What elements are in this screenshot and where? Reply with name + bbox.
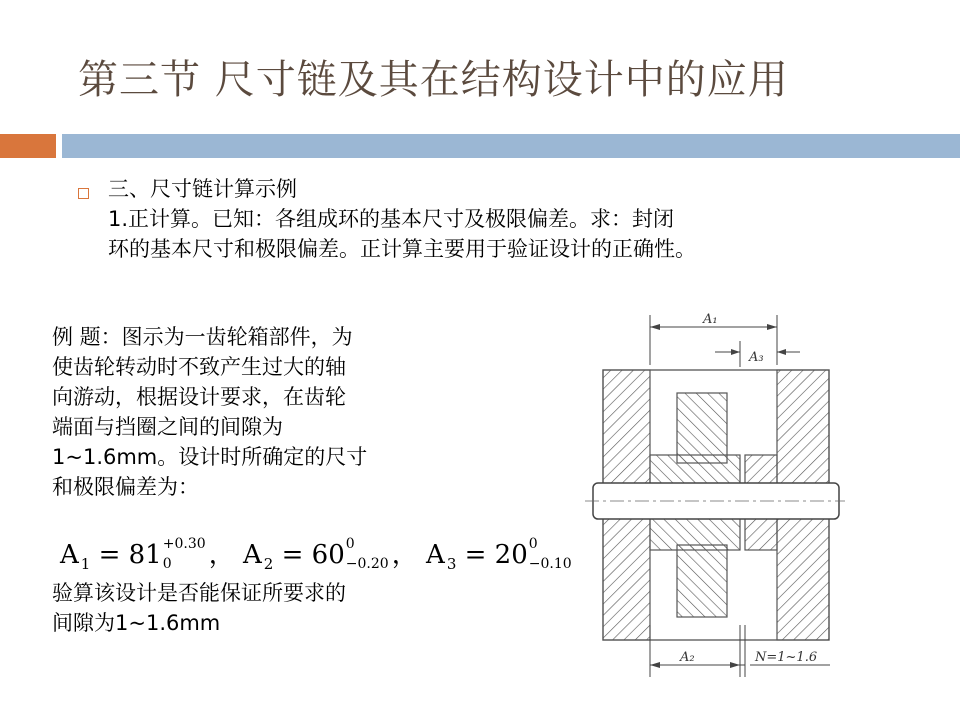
a1-subscript: 1 [80, 555, 91, 573]
gearbox-drawing [585, 305, 845, 690]
a2-lower-deviation: −0.20 [345, 556, 389, 572]
a1-separator: ， [208, 540, 235, 570]
a3-subscript: 3 [446, 555, 457, 573]
bullet-text [108, 174, 938, 264]
a2-upper-deviation: 0 [345, 536, 355, 552]
example-line: 1~1.6mm。设计时所确定的尺寸 [52, 445, 368, 469]
example-line: 端面与挡圈之间的间隙为 [52, 415, 283, 439]
a1-value: = 81 [90, 540, 162, 570]
a1-tolerance [163, 538, 209, 574]
a3-symbol: A [426, 540, 445, 570]
a2-tolerance [346, 538, 392, 574]
dimension-a3 [715, 341, 800, 367]
title-accent-bar-blue [62, 134, 960, 158]
a1-lower-deviation: 0 [162, 556, 172, 572]
tolerance-formula [60, 534, 575, 574]
bullet-square-icon [78, 188, 89, 199]
a2-subscript: 2 [263, 555, 274, 573]
a2-value: = 60 [273, 540, 345, 570]
example-text [52, 322, 492, 502]
a2-symbol: A [243, 540, 262, 570]
a2-separator: ， [391, 540, 418, 570]
bullet-line-2: 1.正计算。已知：各组成环的基本尺寸及极限偏差。求：封闭 [108, 207, 675, 231]
label-gap-n: N=1~1.6 [755, 650, 818, 665]
after-formula-text [52, 578, 492, 638]
slide-title: 第三节 尺寸链及其在结构设计中的应用 [78, 57, 789, 103]
example-line: 使齿轮转动时不致产生过大的轴 [52, 355, 346, 379]
example-line: 例 题：图示为一齿轮箱部件，为 [52, 325, 353, 349]
example-line: 和极限偏差为： [52, 475, 199, 499]
a1-upper-deviation: +0.30 [162, 536, 206, 552]
dimension-a2 [650, 625, 740, 677]
a3-lower-deviation: −0.10 [528, 556, 572, 572]
title-accent-bar-orange [0, 134, 56, 158]
a3-upper-deviation: 0 [528, 536, 538, 552]
label-a1: A₁ [703, 312, 718, 327]
a3-value: = 20 [456, 540, 528, 570]
bullet-line-1: 三、尺寸链计算示例 [108, 177, 297, 201]
a3-tolerance [529, 538, 575, 574]
after-line: 间隙为1~1.6mm [52, 611, 221, 635]
bullet-line-3: 环的基本尺寸和极限偏差。正计算主要用于验证设计的正确性。 [108, 237, 696, 261]
after-line: 验算该设计是否能保证所要求的 [52, 581, 346, 605]
example-line: 向游动，根据设计要求，在齿轮 [52, 385, 346, 409]
label-a3: A₃ [749, 350, 764, 365]
a1-symbol: A [60, 540, 79, 570]
label-a2: A₂ [680, 650, 695, 665]
